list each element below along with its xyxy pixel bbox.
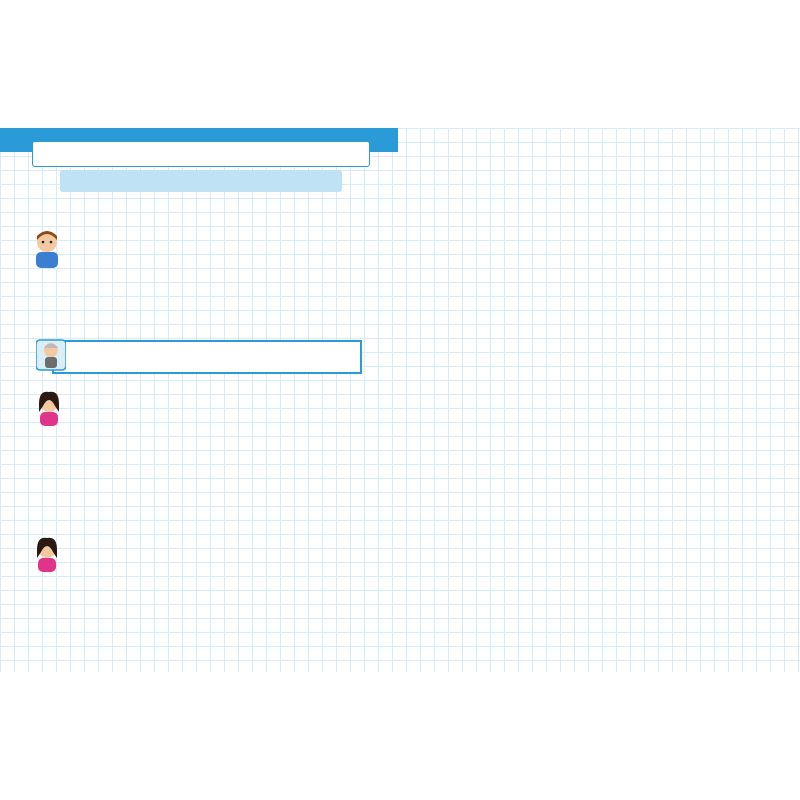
girl-avatar-2-icon — [32, 536, 62, 574]
girl-avatar-icon — [34, 390, 64, 428]
left-page — [0, 128, 398, 672]
teacher-avatar-icon — [36, 336, 66, 372]
definition-divisor-box — [52, 340, 362, 374]
section-title-box — [32, 141, 370, 167]
subsection-title-box — [60, 170, 342, 192]
boy-avatar-icon — [30, 228, 64, 270]
